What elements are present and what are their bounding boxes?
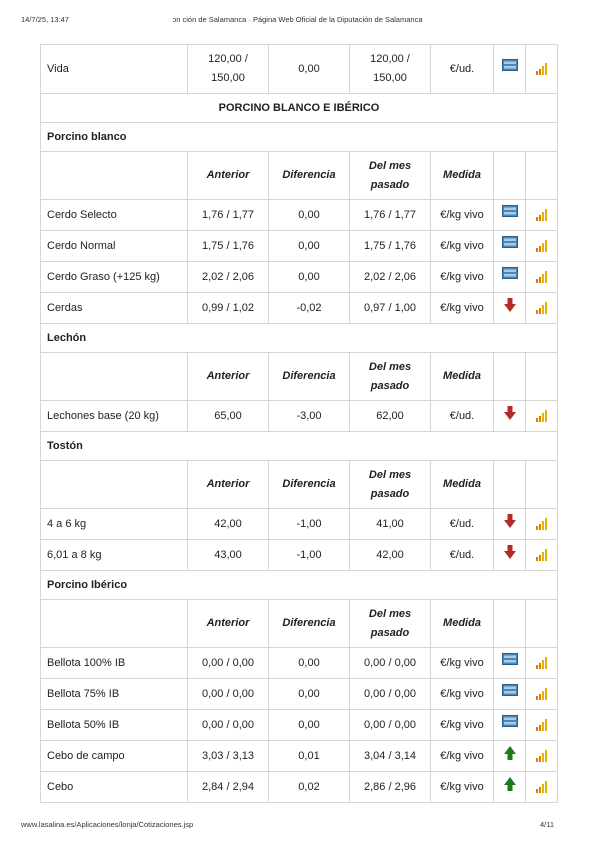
blank-header-cell [41,152,188,200]
trend-cell[interactable] [494,741,526,772]
diferencia-value: -1,00 [269,540,350,571]
column-header-delmes: Del mes pasado [350,461,431,509]
blank-header-cell [526,461,558,509]
diferencia-value: 0,02 [269,772,350,803]
diferencia-value: -0,02 [269,293,350,324]
diferencia-value: 0,00 [269,231,350,262]
diferencia-value: 0,00 [269,45,350,94]
print-timestamp: 14/7/25, 13:47 [21,15,69,24]
page-number: 4/11 [540,820,555,829]
table-row [41,200,558,231]
trend-cell[interactable] [494,45,526,94]
chart-cell[interactable] [526,231,558,262]
chart-cell[interactable] [526,200,558,231]
medida-value: €/kg vivo [431,293,494,324]
medida-value: €/ud. [431,509,494,540]
blank-header-cell [526,353,558,401]
bar-chart-icon [536,302,547,314]
medida-value: €/kg vivo [431,772,494,803]
medida-value: €/kg vivo [431,200,494,231]
bar-chart-icon [536,240,547,252]
table-row [41,231,558,262]
blank-header-cell [41,353,188,401]
column-header-row [41,600,558,648]
diferencia-value: 0,00 [269,262,350,293]
diferencia-value: -3,00 [269,401,350,432]
diferencia-value: 0,00 [269,648,350,679]
delmes-value: 0,97 / 1,00 [350,293,431,324]
column-header-medida: Medida [431,152,494,200]
anterior-value: 43,00 [188,540,269,571]
delmes-value: 2,86 / 2,96 [350,772,431,803]
product-name: Cebo [41,772,188,803]
medida-value: €/kg vivo [431,231,494,262]
chart-cell[interactable] [526,679,558,710]
product-name: Bellota 100% IB [41,648,188,679]
trend-cell[interactable] [494,262,526,293]
bar-chart-icon [536,271,547,283]
medida-value: €/kg vivo [431,648,494,679]
bar-chart-icon [536,657,547,669]
delmes-value: 2,02 / 2,06 [350,262,431,293]
bar-chart-icon [536,688,547,700]
chart-cell[interactable] [526,772,558,803]
price-table [40,44,558,803]
table-row [41,772,558,803]
product-name: Cerdas [41,293,188,324]
anterior-value: 3,03 / 3,13 [188,741,269,772]
blank-header-cell [526,600,558,648]
chart-cell[interactable] [526,648,558,679]
trend-cell[interactable] [494,401,526,432]
delmes-value: 0,00 / 0,00 [350,710,431,741]
column-header-anterior: Anterior [188,461,269,509]
medida-value: €/kg vivo [431,262,494,293]
category-title: Porcino blanco [41,123,558,152]
down-arrow-icon [504,406,516,427]
diferencia-value: 0,00 [269,679,350,710]
trend-cell[interactable] [494,540,526,571]
anterior-value: 0,00 / 0,00 [188,648,269,679]
up-arrow-icon [504,746,516,767]
table-row [41,262,558,293]
delmes-value: 0,00 / 0,00 [350,679,431,710]
bar-chart-icon [536,518,547,530]
blank-header-cell [494,353,526,401]
blank-header-cell [41,461,188,509]
medida-value: €/ud. [431,540,494,571]
column-header-delmes: Del mes pasado [350,353,431,401]
product-name: Vida [41,45,188,94]
column-header-anterior: Anterior [188,353,269,401]
delmes-value: 3,04 / 3,14 [350,741,431,772]
medida-value: €/kg vivo [431,710,494,741]
column-header-row [41,152,558,200]
table-row [41,293,558,324]
category-row [41,571,558,600]
trend-cell[interactable] [494,200,526,231]
anterior-value: 120,00 / 150,00 [188,45,269,94]
bar-chart-icon [536,750,547,762]
column-header-row [41,461,558,509]
product-name: Bellota 50% IB [41,710,188,741]
print-page-title: ɔn ción de Salamanca · Página Web Oficial de la Diputación de Salamanca [172,15,423,24]
chart-cell[interactable] [526,293,558,324]
category-row [41,123,558,152]
page-url: www.lasalina.es/Aplicaciones/lonja/Cotizaciones.jsp [21,820,194,829]
trend-cell[interactable] [494,679,526,710]
trend-cell[interactable] [494,710,526,741]
column-header-diferencia: Diferencia [269,600,350,648]
column-header-delmes: Del mes pasado [350,152,431,200]
medida-value: €/ud. [431,45,494,94]
table-row [41,741,558,772]
bar-chart-icon [536,549,547,561]
table-row [41,540,558,571]
down-arrow-icon [504,545,516,566]
chart-cell[interactable] [526,401,558,432]
anterior-value: 2,02 / 2,06 [188,262,269,293]
table-row [41,679,558,710]
trend-cell[interactable] [494,772,526,803]
blank-header-cell [526,152,558,200]
blank-header-cell [494,600,526,648]
equal-icon [502,653,518,672]
equal-icon [502,684,518,703]
section-row [41,94,558,123]
category-row [41,324,558,353]
column-header-medida: Medida [431,353,494,401]
bar-chart-icon [536,63,547,75]
chart-cell[interactable] [526,262,558,293]
table-row [41,509,558,540]
trend-cell[interactable] [494,231,526,262]
category-title: Tostón [41,432,558,461]
bar-chart-icon [536,781,547,793]
anterior-value: 0,00 / 0,00 [188,679,269,710]
anterior-value: 65,00 [188,401,269,432]
product-name: 6,01 a 8 kg [41,540,188,571]
medida-value: €/kg vivo [431,741,494,772]
delmes-value: 42,00 [350,540,431,571]
trend-cell[interactable] [494,509,526,540]
medida-value: €/ud. [431,401,494,432]
table-row [41,45,558,94]
blank-header-cell [494,461,526,509]
down-arrow-icon [504,298,516,319]
up-arrow-icon [504,777,516,798]
chart-cell[interactable] [526,741,558,772]
chart-cell[interactable] [526,509,558,540]
diferencia-value: 0,00 [269,200,350,231]
diferencia-value: -1,00 [269,509,350,540]
category-title: Porcino Ibérico [41,571,558,600]
diferencia-value: 0,00 [269,710,350,741]
trend-cell[interactable] [494,293,526,324]
anterior-value: 42,00 [188,509,269,540]
anterior-value: 1,75 / 1,76 [188,231,269,262]
delmes-value: 41,00 [350,509,431,540]
category-row [41,432,558,461]
delmes-value: 1,75 / 1,76 [350,231,431,262]
column-header-anterior: Anterior [188,600,269,648]
product-name: 4 a 6 kg [41,509,188,540]
blank-header-cell [494,152,526,200]
product-name: Cerdo Selecto [41,200,188,231]
section-title: PORCINO BLANCO E IBÉRICO [41,94,558,123]
column-header-medida: Medida [431,600,494,648]
column-header-diferencia: Diferencia [269,353,350,401]
equal-icon [502,267,518,286]
product-name: Bellota 75% IB [41,679,188,710]
anterior-value: 1,76 / 1,77 [188,200,269,231]
column-header-row [41,353,558,401]
trend-cell[interactable] [494,648,526,679]
delmes-value: 1,76 / 1,77 [350,200,431,231]
product-name: Cebo de campo [41,741,188,772]
bar-chart-icon [536,209,547,221]
chart-cell[interactable] [526,710,558,741]
anterior-value: 0,99 / 1,02 [188,293,269,324]
equal-icon [502,236,518,255]
chart-cell[interactable] [526,45,558,94]
equal-icon [502,715,518,734]
table-row [41,401,558,432]
category-title: Lechón [41,324,558,353]
down-arrow-icon [504,514,516,535]
blank-header-cell [41,600,188,648]
diferencia-value: 0,01 [269,741,350,772]
medida-value: €/kg vivo [431,679,494,710]
table-row [41,648,558,679]
column-header-delmes: Del mes pasado [350,600,431,648]
anterior-value: 2,84 / 2,94 [188,772,269,803]
bar-chart-icon [536,410,547,422]
chart-cell[interactable] [526,540,558,571]
product-name: Cerdo Normal [41,231,188,262]
product-name: Lechones base (20 kg) [41,401,188,432]
equal-icon [502,59,518,78]
column-header-diferencia: Diferencia [269,152,350,200]
delmes-value: 120,00 / 150,00 [350,45,431,94]
delmes-value: 62,00 [350,401,431,432]
bar-chart-icon [536,719,547,731]
equal-icon [502,205,518,224]
delmes-value: 0,00 / 0,00 [350,648,431,679]
column-header-diferencia: Diferencia [269,461,350,509]
column-header-anterior: Anterior [188,152,269,200]
anterior-value: 0,00 / 0,00 [188,710,269,741]
product-name: Cerdo Graso (+125 kg) [41,262,188,293]
column-header-medida: Medida [431,461,494,509]
table-row [41,710,558,741]
